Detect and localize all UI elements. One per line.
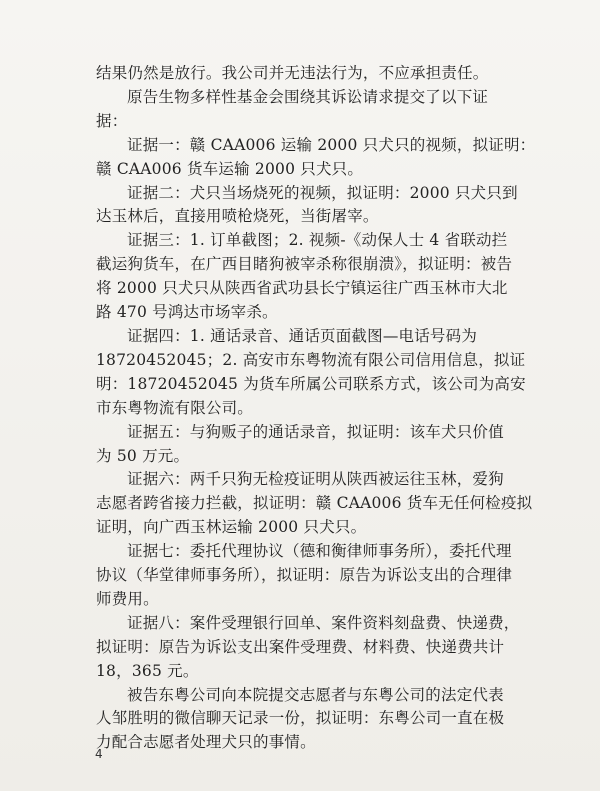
text-line: 证据六：两千只狗无检疫证明从陕西被运往玉林，爱狗: [127, 470, 504, 489]
text-line: 证明，向广西玉林运输 2000 只犬只。: [96, 518, 367, 537]
text-line: 拟证明：原告为诉讼支出案件受理费、材料费、快递费共计: [96, 637, 505, 656]
page-number: 4: [95, 747, 103, 761]
text-line: 18，365 元。: [96, 661, 199, 680]
document-body: [96, 62, 536, 755]
text-line: 达玉林后，直接用喷枪烧死，当街屠宰。: [96, 207, 379, 226]
text-line: 被告东粤公司向本院提交志愿者与东粤公司的法定代表: [127, 685, 504, 704]
text-line: 路 470 号鸿达市场宰杀。: [96, 303, 278, 322]
paragraph: [96, 134, 536, 182]
text-line: 证据五：与狗贩子的通话录音，拟证明：该车犬只价值: [127, 422, 504, 441]
text-line: 赣 CAA006 货车运输 2000 只犬只。: [96, 159, 364, 178]
text-line: 原告生物多样性基金会围绕其诉讼请求提交了以下证: [127, 87, 489, 106]
text-line: 人邹胜明的微信聊天记录一份，拟证明：东粤公司一直在极: [96, 709, 505, 728]
text-line: 证据二：犬只当场烧死的视频，拟证明：2000 只犬只到: [127, 183, 518, 202]
text-line: 市东粤物流有限公司。: [96, 398, 254, 417]
paragraph: [96, 325, 526, 421]
text-line: 截运狗货车，在广西目睹狗被宰杀称很崩溃》，拟证明：被告: [96, 255, 513, 274]
text-line: 为 50 万元。: [96, 446, 190, 465]
text-line: 证据一：赣 CAA006 运输 2000 只犬只的视频，拟证明：: [127, 135, 536, 154]
text-line: 证据八：案件受理银行回单、案件资料刻盘费、快递费，: [127, 613, 520, 632]
text-line: 18720452045；2. 高安市东粤物流有限公司信用信息，拟证: [96, 350, 526, 369]
text-line: 证据七：委托代理协议（德和衡律师事务所），委托代理: [127, 542, 512, 561]
paragraph: [96, 86, 516, 134]
text-line: 据：: [96, 111, 128, 130]
paragraph: [96, 540, 516, 612]
text-line: 师费用。: [96, 589, 159, 608]
paragraph: [96, 421, 516, 469]
text-line: 将 2000 只犬只从陕西省武功县长宁镇运往广西玉林市大北: [96, 279, 508, 298]
paragraph: [96, 62, 516, 86]
text-line: 明：18720452045 为货车所属公司联系方式，该公司为高安: [96, 374, 526, 393]
paragraph: [96, 612, 520, 684]
paragraph: [96, 182, 516, 230]
paragraph: [96, 468, 533, 540]
text-line: 结果仍然是放行。我公司并无违法行为，不应承担责任。: [96, 64, 489, 82]
paragraph: [96, 684, 516, 756]
text-line: 力配合志愿者处理犬只的事情。: [96, 733, 316, 752]
text-line: 证据四：1. 通话录音、通话页面截图—电话号码为: [127, 326, 478, 345]
text-line: 证据三：1. 订单截图；2. 视频-《动保人士 4 省联动拦: [127, 231, 508, 250]
text-line: 志愿者跨省接力拦截，拟证明：赣 CAA006 货车无任何检疫拟: [96, 494, 533, 513]
paragraph: [96, 229, 516, 325]
text-line: 协议（华堂律师事务所），拟证明：原告为诉讼支出的合理律: [96, 566, 513, 585]
